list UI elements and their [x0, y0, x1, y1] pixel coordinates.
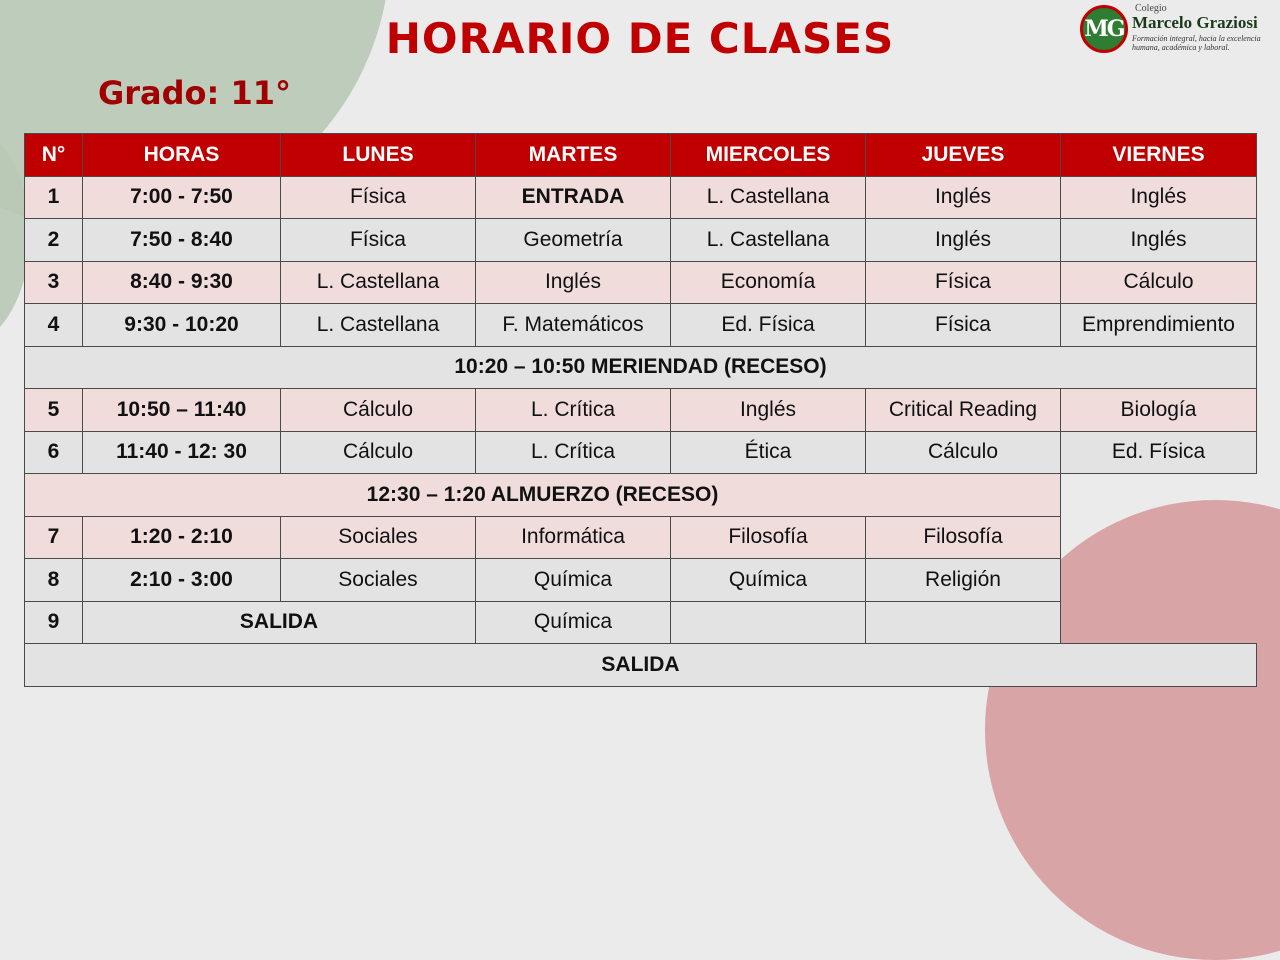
table-row — [25, 431, 1257, 474]
row-number: 5 — [25, 389, 83, 432]
cell-lunes: Física — [281, 176, 476, 219]
cell-martes: ENTRADA — [476, 176, 671, 219]
cell-miercoles: L. Castellana — [671, 219, 866, 262]
cell-martes: Química — [476, 601, 671, 644]
cell-viernes: Cálculo — [1061, 261, 1257, 304]
cell-miercoles: L. Castellana — [671, 176, 866, 219]
cell-miercoles: Química — [671, 559, 866, 602]
row-time: 1:20 - 2:10 — [83, 516, 281, 559]
cell-martes: F. Matemáticos — [476, 304, 671, 347]
cell-viernes: Emprendimiento — [1061, 304, 1257, 347]
cell-miercoles — [671, 601, 866, 644]
cell-jueves: Física — [866, 304, 1061, 347]
logo-monogram-icon: MG — [1080, 5, 1128, 53]
row-time: 7:00 - 7:50 — [83, 176, 281, 219]
table-row — [25, 261, 1257, 304]
cell-lunes: Sociales — [281, 559, 476, 602]
recess-row — [25, 346, 1257, 389]
school-logo — [1080, 3, 1280, 59]
row-number: 2 — [25, 219, 83, 262]
recess-label: 12:30 – 1:20 ALMUERZO (RECESO) — [25, 474, 1061, 517]
logo-text: Colegio — [1135, 3, 1167, 14]
cell-martes: Geometría — [476, 219, 671, 262]
cell-martes: L. Crítica — [476, 389, 671, 432]
cell-jueves: Física — [866, 261, 1061, 304]
cell-martes: Informática — [476, 516, 671, 559]
header-horas: HORAS — [83, 134, 281, 177]
cell-viernes: Inglés — [1061, 176, 1257, 219]
cell-jueves: Inglés — [866, 219, 1061, 262]
row-time: 10:50 – 11:40 — [83, 389, 281, 432]
row-time: 9:30 - 10:20 — [83, 304, 281, 347]
cell-lunes: Física — [281, 219, 476, 262]
header-jueves: JUEVES — [866, 134, 1061, 177]
cell-jueves: Inglés — [866, 176, 1061, 219]
row-number: 1 — [25, 176, 83, 219]
cell-miercoles: Ética — [671, 431, 866, 474]
row-time: 2:10 - 3:00 — [83, 559, 281, 602]
cell-miercoles: Inglés — [671, 389, 866, 432]
recess-label: 10:20 – 10:50 MERIENDAD (RECESO) — [25, 346, 1257, 389]
row-time: 7:50 - 8:40 — [83, 219, 281, 262]
cell-jueves: Cálculo — [866, 431, 1061, 474]
page-title: HORARIO DE CLASES — [385, 14, 895, 63]
table-header-row — [25, 134, 1257, 177]
table-row — [25, 304, 1257, 347]
row-number: 3 — [25, 261, 83, 304]
cell-martes: L. Crítica — [476, 431, 671, 474]
cell-jueves: Filosofía — [866, 516, 1061, 559]
cell-miercoles: Filosofía — [671, 516, 866, 559]
cell-viernes: Biología — [1061, 389, 1257, 432]
cell-miercoles: Economía — [671, 261, 866, 304]
header-miercoles: MIERCOLES — [671, 134, 866, 177]
row-time: 8:40 - 9:30 — [83, 261, 281, 304]
cell-lunes: Cálculo — [281, 431, 476, 474]
cell-salida: SALIDA — [83, 601, 476, 644]
header-martes: MARTES — [476, 134, 671, 177]
header-lunes: LUNES — [281, 134, 476, 177]
cell-jueves: Critical Reading — [866, 389, 1061, 432]
recess-row — [25, 474, 1257, 517]
logo-motto: Formación integral, hacia la excelencia humana, académica y laboral. — [1132, 34, 1261, 52]
row-number: 8 — [25, 559, 83, 602]
row-number: 6 — [25, 431, 83, 474]
grade-label: Grado: 11° — [98, 74, 291, 112]
cell-viernes: Ed. Física — [1061, 431, 1257, 474]
cell-miercoles: Ed. Física — [671, 304, 866, 347]
cell-lunes: L. Castellana — [281, 261, 476, 304]
row-number: 7 — [25, 516, 83, 559]
cell-martes: Química — [476, 559, 671, 602]
row-time: 11:40 - 12: 30 — [83, 431, 281, 474]
cell-lunes: Cálculo — [281, 389, 476, 432]
header-number: N° — [25, 134, 83, 177]
cell-viernes: Inglés — [1061, 219, 1257, 262]
cell-lunes: Sociales — [281, 516, 476, 559]
final-row — [25, 644, 1257, 687]
table-row — [25, 219, 1257, 262]
row-number: 4 — [25, 304, 83, 347]
cell-jueves — [866, 601, 1061, 644]
cell-lunes: L. Castellana — [281, 304, 476, 347]
schedule-table — [24, 133, 1257, 687]
header-viernes: VIERNES — [1061, 134, 1257, 177]
table-row — [25, 389, 1257, 432]
row-number: 9 — [25, 601, 83, 644]
cell-martes: Inglés — [476, 261, 671, 304]
final-salida: SALIDA — [25, 644, 1257, 687]
table-row — [25, 176, 1257, 219]
logo-school-name: Marcelo Graziosi — [1132, 13, 1258, 32]
cell-jueves: Religión — [866, 559, 1061, 602]
blank-area — [1061, 474, 1257, 644]
